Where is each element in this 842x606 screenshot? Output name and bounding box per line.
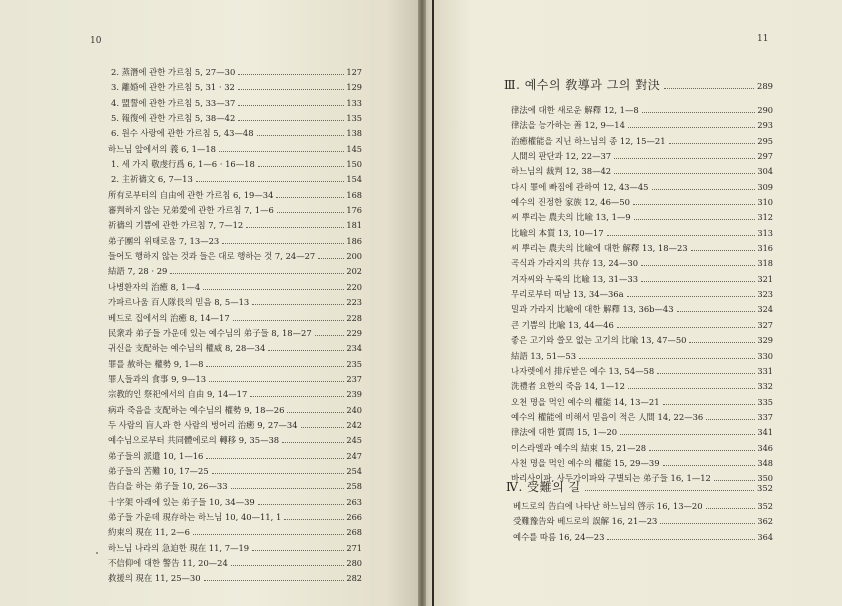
leader-dots — [203, 289, 344, 290]
toc-entry-page: 127 — [346, 67, 362, 77]
toc-entry-page: 313 — [757, 227, 773, 238]
leader-dots — [660, 523, 755, 524]
toc-entry-title: 나자렛에서 排斥받은 예수 13, 54—58 — [511, 365, 655, 376]
toc-entry-page: 234 — [346, 343, 362, 354]
toc-entry — [513, 500, 773, 515]
toc-entry-page: 202 — [346, 266, 362, 277]
leader-dots — [209, 381, 344, 382]
leader-dots — [287, 412, 344, 413]
toc-entry — [108, 127, 362, 142]
toc-entry-title: 律法을 능가하는 善 12, 9—14 — [511, 120, 625, 131]
toc-entry — [511, 319, 773, 334]
leader-dots — [633, 204, 755, 205]
toc-entry-title: 審判하지 않는 兄弟愛에 관한 가르침 7, 1—6 — [108, 205, 274, 216]
toc-entry — [511, 396, 773, 411]
toc-entry-title: 結語 13, 51—53 — [511, 350, 577, 361]
leader-dots — [252, 304, 344, 305]
toc-entry — [108, 250, 362, 265]
toc-entry — [108, 327, 362, 342]
toc-entry-title: 人間의 판단과 12, 22—37 — [511, 151, 612, 162]
leader-dots — [617, 327, 756, 328]
toc-entry — [108, 373, 362, 388]
toc-entry-title: 不信仰에 대한 警告 11, 20—24 — [108, 558, 228, 568]
toc-entry-title: 다시 罪에 빠짐에 관하여 12, 43—45 — [511, 181, 649, 192]
toc-entry-page: 309 — [757, 181, 773, 192]
toc-entry-title: 十字架 아래에 있는 弟子들 10, 34—39 — [108, 496, 255, 507]
leader-dots — [246, 227, 344, 228]
toc-entry — [108, 112, 362, 127]
toc-entry-page: 240 — [346, 404, 362, 415]
toc-entry-title: 1. 세 가지 敬虔行爲 6, 1—6 · 16—18 — [111, 159, 255, 170]
toc-entry-page: 293 — [757, 120, 773, 131]
toc-entry-page: 247 — [346, 450, 362, 461]
toc-entry-page: 135 — [346, 113, 362, 124]
toc-entry-title: 比喩의 本質 13, 10—17 — [511, 227, 604, 238]
toc-entry-title: 오천 명을 먹인 예수의 權能 14, 13—21 — [511, 396, 660, 407]
toc-entry-page: 220 — [346, 281, 362, 292]
toc-entry — [511, 411, 773, 426]
toc-entry-page: 168 — [346, 189, 362, 200]
toc-entry — [511, 257, 773, 272]
toc-entry-page: 223 — [346, 297, 362, 308]
toc-entry-page: 266 — [346, 511, 362, 522]
toc-entry-title: 바리사이파, 사두가이파와 구별되는 弟子들 16, 1—12 — [511, 473, 711, 484]
toc-entry-page: 254 — [346, 465, 362, 476]
book-gutter — [418, 0, 426, 606]
toc-entry-page: 362 — [757, 516, 773, 527]
toc-entry-page: 235 — [346, 358, 362, 369]
toc-entry — [108, 312, 362, 327]
toc-entry-page: 337 — [757, 411, 773, 422]
toc-entry-page: 364 — [757, 531, 773, 542]
spine-line — [432, 0, 434, 606]
toc-entry — [511, 365, 773, 380]
toc-entry — [511, 227, 773, 242]
toc-entry-title: 이스라엘과 예수의 結束 15, 21—28 — [511, 442, 647, 453]
toc-entry-title: 씨 뿌리는 農夫의 比喩에 대한 解釋 13, 18—23 — [511, 243, 688, 254]
toc-entry-page: 154 — [346, 174, 362, 185]
toc-entry — [108, 388, 362, 403]
toc-entry-page: 352 — [757, 501, 773, 511]
section-3-page: 289 — [757, 81, 773, 91]
leader-dots — [212, 473, 345, 474]
leader-dots — [231, 488, 345, 489]
toc-entry-title: 큰 기쁨의 比喩 13, 44—46 — [511, 319, 614, 330]
toc-entry-page: 321 — [757, 273, 773, 284]
toc-entry — [108, 526, 362, 541]
toc-entry — [511, 380, 773, 395]
toc-entry-page: 318 — [757, 258, 773, 269]
section-4-page: 352 — [757, 483, 773, 493]
leader-dots — [642, 112, 756, 113]
toc-entry-page: 297 — [757, 151, 773, 162]
toc-entry — [108, 97, 362, 112]
toc-entry — [511, 104, 773, 119]
leader-dots — [222, 243, 344, 244]
toc-entry-title: 5. 報復에 관한 가르침 5, 38—42 — [111, 113, 236, 124]
leader-dots — [669, 143, 756, 144]
toc-entry-title: 베드로의 告白에 나타난 하느님의 啓示 16, 13—20 — [513, 501, 703, 511]
toc-entry-page: 271 — [346, 542, 362, 553]
toc-entry-title: 하느님 앞에서의 義 6, 1—18 — [108, 143, 217, 154]
toc-entry-page: 237 — [346, 373, 362, 384]
toc-entry-page: 150 — [346, 159, 362, 170]
toc-entry-page: 330 — [757, 350, 773, 361]
toc-entry — [511, 273, 773, 288]
section-4-title: Ⅳ. 受難의 길 — [506, 480, 581, 494]
toc-entry — [511, 334, 773, 349]
leader-dots — [238, 74, 344, 75]
leader-dots — [301, 427, 345, 428]
toc-entry — [108, 542, 362, 557]
toc-entry-page: 138 — [346, 128, 362, 139]
toc-entry-page: 329 — [757, 335, 773, 346]
toc-entry-title: 예수님으로부터 共同體에로의 轉移 9, 35—38 — [108, 435, 280, 446]
toc-entry — [108, 572, 362, 587]
leader-dots — [614, 158, 755, 159]
leader-dots — [649, 450, 755, 451]
toc-entry — [108, 173, 362, 188]
page-number-right: 11 — [757, 34, 769, 44]
toc-entry-page: 312 — [757, 212, 773, 223]
leader-dots — [231, 565, 345, 566]
toc-entry-title: 들어도 행하지 않는 것과 들은 대로 행하는 것 7, 24—27 — [108, 251, 316, 262]
toc-entry-title: 結語 7, 28 · 29 — [108, 266, 168, 277]
toc-entry-page: 295 — [757, 135, 773, 146]
toc-entry-title: 예수를 따름 16, 24—23 — [513, 531, 605, 542]
section-3-title: Ⅲ. 예수의 敎導과 그의 對決 — [504, 78, 661, 92]
toc-entry-page: 324 — [757, 304, 773, 315]
leader-dots — [196, 181, 345, 182]
toc-entry-title: 弟子들의 派遣 10, 1—16 — [108, 450, 204, 461]
toc-entry — [108, 342, 362, 357]
toc-entry — [108, 189, 362, 204]
toc-entry — [511, 303, 773, 318]
leader-dots — [663, 404, 756, 405]
toc-entry — [108, 480, 362, 495]
toc-entry — [108, 265, 362, 280]
toc-entry-page: 229 — [346, 327, 362, 338]
leader-dots — [677, 311, 756, 312]
leader-dots — [233, 320, 345, 321]
toc-entry — [108, 434, 362, 449]
toc-entry — [511, 457, 773, 472]
leader-dots — [315, 335, 345, 336]
toc-entry — [108, 419, 362, 434]
leader-dots — [252, 550, 344, 551]
toc-list-right-section-4 — [513, 500, 773, 546]
leader-dots — [585, 490, 754, 491]
toc-entry — [511, 211, 773, 226]
leader-dots — [664, 88, 754, 89]
toc-entry-page: 331 — [757, 365, 773, 376]
toc-entry-title: 가파르나움 百人隊長의 믿음 8, 5—13 — [108, 297, 250, 308]
leader-dots — [204, 580, 345, 581]
section-4-heading — [506, 478, 773, 495]
toc-entry-title: 治癒權能을 지닌 하느님의 종 12, 15—21 — [511, 135, 666, 146]
toc-entry — [108, 557, 362, 572]
toc-entry-title: 씨 뿌리는 農夫의 比喩 13, 1—9 — [511, 212, 631, 223]
leader-dots — [277, 212, 345, 213]
toc-entry-title: 밀과 가라지 比喩에 대한 解釋 13, 36b—43 — [511, 304, 674, 315]
toc-entry-page: 242 — [346, 419, 362, 430]
toc-entry-page: 290 — [757, 105, 773, 115]
toc-entry-page: 350 — [757, 473, 773, 484]
leader-dots — [641, 281, 755, 282]
leader-dots — [282, 442, 344, 443]
toc-entry — [108, 281, 362, 296]
toc-entry-title: 罪人들과의 食事 9, 9—13 — [108, 373, 207, 384]
toc-entry-title: 베드로 집에서의 治癒 8, 14—17 — [108, 312, 230, 323]
toc-entry-title: 예수의 權能에 비해서 믿음이 적은 人間 14, 22—36 — [511, 411, 704, 422]
leader-dots — [257, 135, 345, 136]
toc-entry — [108, 204, 362, 219]
leader-dots — [627, 296, 756, 297]
toc-entry — [108, 158, 362, 173]
toc-entry — [108, 496, 362, 511]
toc-entry-page: 310 — [757, 197, 773, 208]
toc-entry — [108, 404, 362, 419]
leader-dots — [628, 127, 755, 128]
toc-entry — [511, 242, 773, 257]
leader-dots — [706, 508, 756, 509]
toc-entry-title: 3. 離婚에 관한 가르침 5, 31 · 32 — [111, 82, 235, 93]
toc-entry — [108, 219, 362, 234]
toc-entry-page: 323 — [757, 289, 773, 300]
leader-dots — [193, 534, 344, 535]
leader-dots — [620, 434, 755, 435]
toc-list-left — [108, 66, 362, 588]
toc-entry-page: 258 — [346, 481, 362, 492]
leader-dots — [663, 465, 756, 466]
toc-entry-page: 332 — [757, 381, 773, 392]
leader-dots — [628, 388, 755, 389]
ink-blot — [96, 552, 98, 554]
toc-entry — [511, 196, 773, 211]
leader-dots — [284, 519, 344, 520]
toc-entry-title: 弟子들 가운데 現存하는 하느님 10, 40—11, 1 — [108, 511, 282, 522]
toc-entry — [108, 235, 362, 250]
toc-entry-title: 2. 主祈禱文 6, 7—13 — [111, 174, 193, 185]
toc-entry-title: 겨자씨와 누룩의 比喩 13, 31—33 — [511, 273, 639, 284]
toc-entry-title: 귀신을 支配하는 예수님의 權威 8, 28—34 — [108, 343, 266, 354]
toc-entry-page: 145 — [346, 143, 362, 154]
toc-entry-title: 律法에 대한 質問 15, 1—20 — [511, 427, 618, 438]
toc-entry-title: 救援의 現在 11, 25—30 — [108, 573, 201, 584]
leader-dots — [276, 197, 344, 198]
toc-entry-page: 239 — [346, 389, 362, 400]
toc-entry-page: 186 — [346, 235, 362, 246]
section-3-heading — [504, 76, 773, 93]
toc-entry-title: 罪를 赦하는 權勢 9, 1—8 — [108, 358, 204, 369]
toc-entry-title: 예수의 진정한 家族 12, 46—50 — [511, 197, 630, 208]
toc-entry-page: 282 — [346, 573, 362, 584]
toc-entry — [108, 358, 362, 373]
toc-entry-title: 約束의 現在 11, 2—6 — [108, 527, 190, 538]
toc-entry-title: 律法에 대한 새로운 解釋 12, 1—8 — [511, 105, 639, 115]
leader-dots — [258, 504, 345, 505]
toc-entry — [108, 81, 362, 96]
leader-dots — [219, 151, 344, 152]
leader-dots — [318, 258, 344, 259]
leader-dots — [206, 458, 344, 459]
toc-entry-title: 6. 원수 사랑에 관한 가르침 5, 43—48 — [111, 128, 254, 139]
toc-entry-page: 348 — [757, 457, 773, 468]
toc-entry — [511, 442, 773, 457]
leader-dots — [607, 235, 756, 236]
toc-entry-page: 304 — [757, 166, 773, 177]
toc-entry — [108, 450, 362, 465]
leader-dots — [579, 358, 755, 359]
leader-dots — [238, 89, 344, 90]
leader-dots — [634, 219, 756, 220]
toc-entry-page: 335 — [757, 396, 773, 407]
toc-entry — [513, 531, 773, 546]
leader-dots — [641, 265, 755, 266]
leader-dots — [250, 396, 344, 397]
toc-entry-title: 무리로부터 떠남 13, 34—36a — [511, 289, 624, 300]
toc-entry — [108, 296, 362, 311]
leader-dots — [614, 173, 755, 174]
toc-entry-title: 弟子團의 위태로움 7, 13—23 — [108, 235, 220, 246]
toc-entry — [108, 66, 362, 81]
toc-entry — [511, 150, 773, 165]
toc-entry-page: 200 — [346, 251, 362, 262]
right-page — [421, 0, 842, 606]
toc-entry-title: 나병환자의 治癒 8, 1—4 — [108, 281, 201, 292]
leader-dots — [652, 189, 756, 190]
toc-entry-title: 두 사람의 盲人과 한 사람의 벙어리 治癒 9, 27—34 — [108, 419, 298, 430]
leader-dots — [689, 342, 755, 343]
toc-entry-page: 268 — [346, 527, 362, 538]
toc-entry-title: 곡식과 가라지의 共存 13, 24—30 — [511, 258, 639, 269]
toc-entry-title: 하느님 나라의 急迫한 現在 11, 7—19 — [108, 542, 250, 553]
leader-dots — [258, 166, 345, 167]
leader-dots — [238, 105, 344, 106]
toc-entry — [108, 143, 362, 158]
toc-entry-page: 181 — [346, 220, 362, 231]
toc-entry — [513, 515, 773, 530]
leader-dots — [268, 350, 344, 351]
toc-entry-page: 346 — [757, 442, 773, 453]
toc-entry — [511, 119, 773, 134]
toc-entry — [108, 511, 362, 526]
toc-entry-page: 245 — [346, 435, 362, 446]
toc-entry-title: 弟子들의 苦難 10, 17—25 — [108, 465, 209, 476]
toc-entry — [511, 288, 773, 303]
toc-entry-title: 受難豫告와 베드로의 誤解 16, 21—23 — [513, 516, 658, 527]
toc-entry-title: 좋은 고기와 쓸모 없는 고기의 比喩 13, 47—50 — [511, 335, 687, 346]
toc-entry-title: 4. 盟誓에 관한 가르침 5, 33—37 — [111, 97, 236, 108]
toc-entry — [511, 426, 773, 441]
toc-entry — [108, 465, 362, 480]
page-number-left: 10 — [90, 36, 102, 46]
toc-entry-page: 263 — [346, 496, 362, 507]
leader-dots — [238, 120, 344, 121]
toc-entry-title: 民衆과 弟子들 가운데 있는 예수님의 弟子들 8, 18—27 — [108, 327, 312, 338]
toc-entry-title: 洗禮者 요한의 죽음 14, 1—12 — [511, 381, 625, 392]
toc-entry-page: 228 — [346, 312, 362, 323]
toc-entry-title: 病과 죽음을 支配하는 예수님의 權勢 9, 18—26 — [108, 404, 285, 415]
leader-dots — [657, 373, 755, 374]
leader-dots — [170, 273, 344, 274]
toc-entry-title: 宗教的인 祭祀에서의 自由 9, 14—17 — [108, 389, 248, 400]
toc-entry — [511, 181, 773, 196]
toc-entry-title: 祈禱의 기쁨에 관한 가르침 7, 7—12 — [108, 220, 244, 231]
leader-dots — [691, 250, 756, 251]
toc-entry — [511, 350, 773, 365]
toc-entry-title: 告白을 하는 弟子들 10, 26—33 — [108, 481, 228, 492]
toc-entry-page: 133 — [346, 97, 362, 108]
toc-entry — [511, 135, 773, 150]
leader-dots — [206, 366, 344, 367]
toc-entry-page: 327 — [757, 319, 773, 330]
toc-entry-title: 사천 명을 먹인 예수의 權能 15, 29—39 — [511, 457, 660, 468]
toc-entry — [511, 165, 773, 180]
leader-dots — [607, 539, 755, 540]
toc-entry-page: 129 — [346, 82, 362, 93]
toc-entry-page: 341 — [757, 427, 773, 438]
toc-entry-page: 316 — [757, 243, 773, 254]
toc-list-right — [511, 104, 773, 488]
leader-dots — [706, 419, 755, 420]
toc-entry-title: 所有로부터의 自由에 관한 가르침 6, 19—34 — [108, 189, 274, 200]
toc-entry-title: 하느님의 裁判 12, 38—42 — [511, 166, 612, 177]
toc-entry-title: 2. 蒸潛에 관한 가르침 5, 27—30 — [111, 67, 236, 77]
toc-entry-page: 176 — [346, 205, 362, 216]
toc-entry-page: 280 — [346, 558, 362, 568]
